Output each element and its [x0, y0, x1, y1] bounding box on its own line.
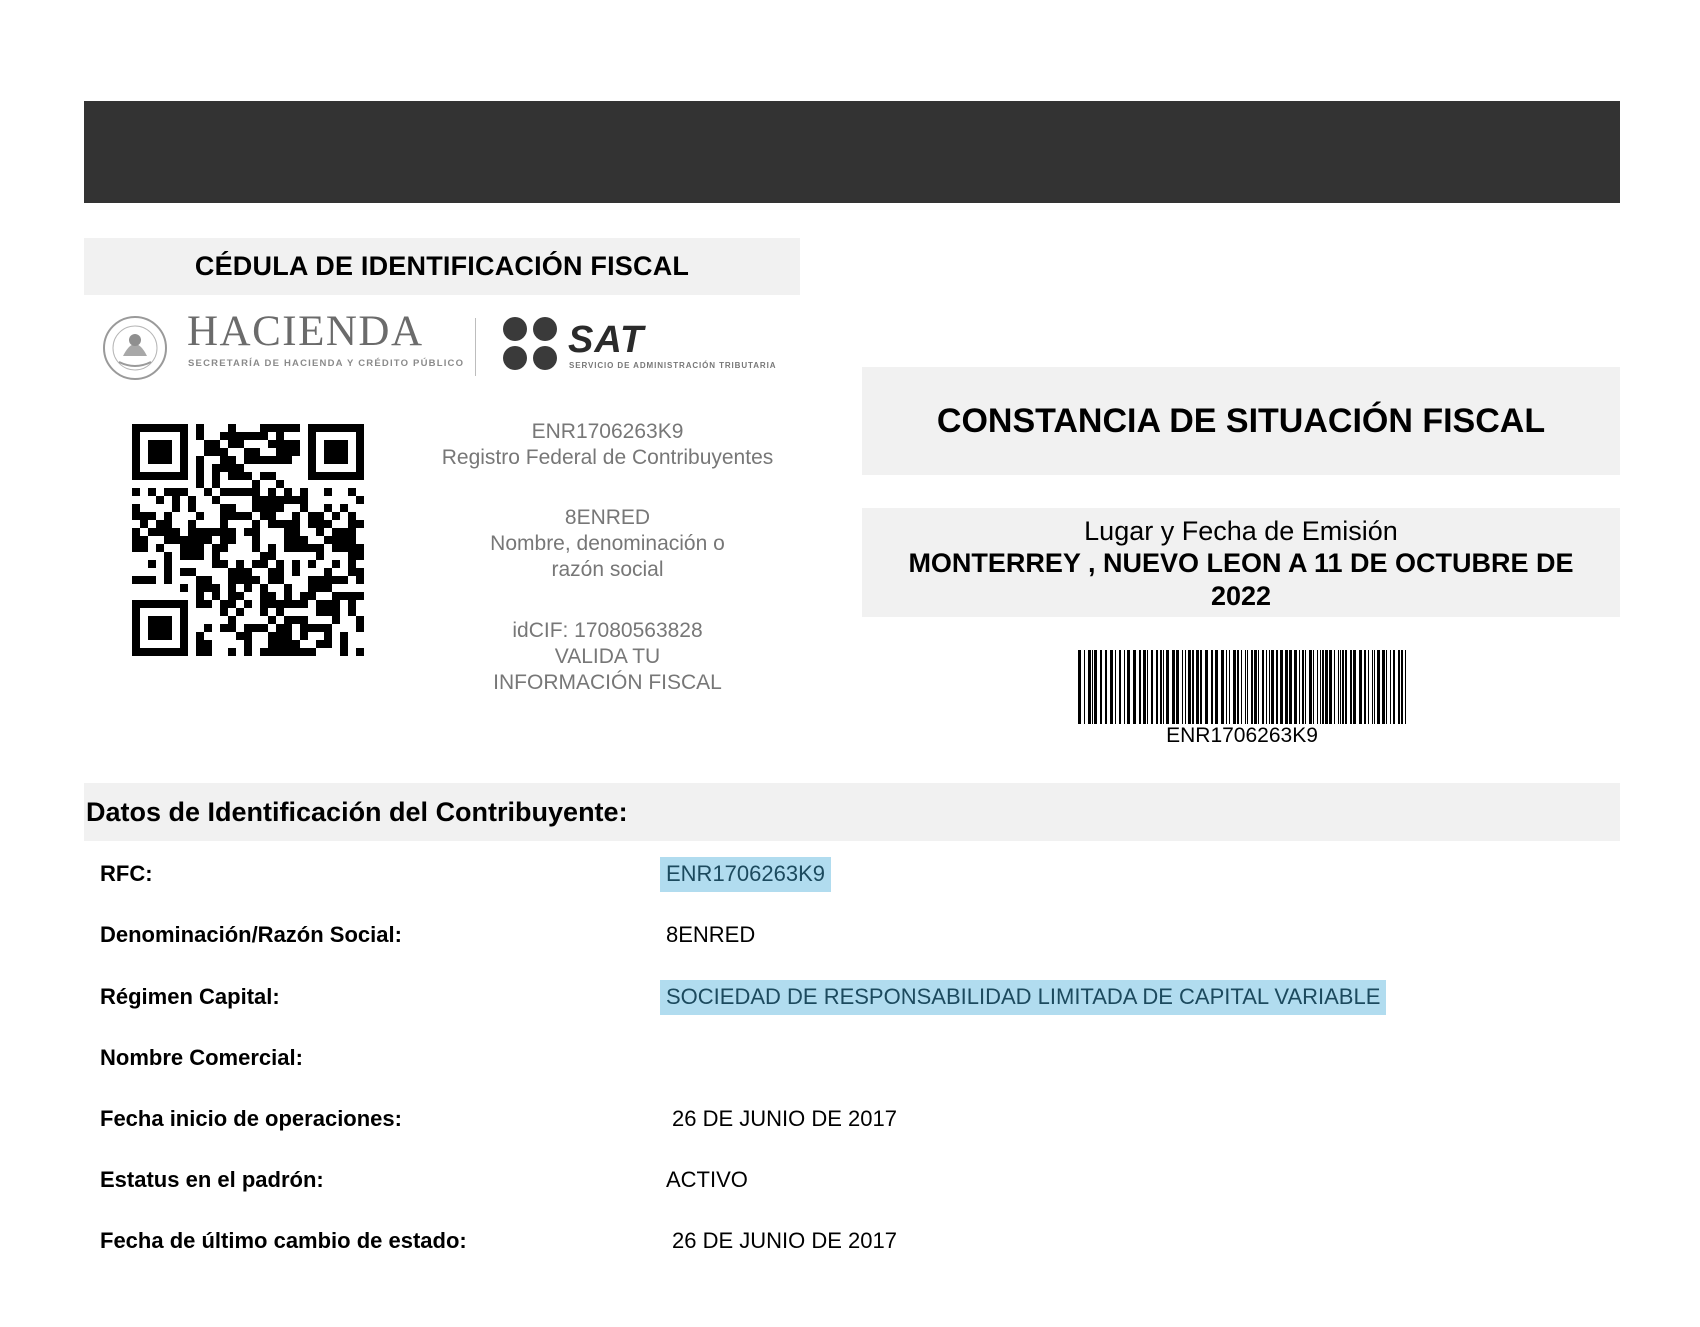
logo-divider — [475, 318, 476, 376]
rfc-value-field[interactable]: ENR1706263K9 — [660, 857, 831, 892]
row-fecha-cambio — [100, 1224, 1600, 1260]
fecha-inicio-label: Fecha inicio de operaciones: — [100, 1106, 402, 1131]
name-block — [420, 505, 795, 583]
header-bar — [84, 101, 1620, 203]
emission-panel — [862, 508, 1620, 617]
qr-code — [132, 423, 364, 657]
idcif-value: idCIF: 17080563828 — [512, 619, 703, 642]
barcode — [1078, 650, 1406, 724]
rfc-label: RFC: — [100, 861, 153, 886]
hacienda-logo-subtitle: SECRETARÍA DE HACIENDA Y CRÉDITO PÚBLICO — [188, 358, 465, 369]
validate-link[interactable]: VALIDA TU INFORMACIÓN FISCAL — [493, 645, 722, 694]
rfc-caption: Registro Federal de Contribuyentes — [441, 446, 774, 469]
constancia-title: CONSTANCIA DE SITUACIÓN FISCAL — [862, 367, 1620, 475]
regimen-capital-value[interactable]: SOCIEDAD DE RESPONSABILIDAD LIMITADA DE CAPITAL VARIABLE — [660, 980, 1386, 1015]
fecha-inicio-value: 26 DE JUNIO DE 2017 — [672, 1106, 897, 1131]
cedula-title: CÉDULA DE IDENTIFICACIÓN FISCAL — [84, 238, 800, 295]
idcif-block — [420, 618, 795, 696]
razon-social-value: 8ENRED — [666, 922, 756, 947]
razon-social-label: Denominación/Razón Social: — [100, 922, 402, 947]
regimen-capital-label: Régimen Capital: — [100, 984, 280, 1009]
nombre-comercial-label: Nombre Comercial: — [100, 1045, 303, 1070]
estatus-label: Estatus en el padrón: — [100, 1167, 324, 1192]
barcode-text: ENR1706263K9 — [1166, 724, 1318, 747]
sat-logo-subtitle: SERVICIO DE ADMINISTRACIÓN TRIBUTARIA — [569, 361, 777, 370]
nombre-comercial-value — [660, 1041, 672, 1050]
row-razon-social — [100, 918, 1600, 954]
rfc-value: ENR1706263K9 — [531, 420, 684, 443]
emission-value: MONTERREY , NUEVO LEON A 11 DE OCTUBRE DE 2022 — [908, 548, 1574, 611]
rfc-block — [420, 419, 795, 471]
row-nombre-comercial — [100, 1041, 1600, 1077]
estatus-value: ACTIVO — [666, 1167, 748, 1192]
hacienda-logo-word: HACIENDA — [187, 308, 424, 355]
datos-header: Datos de Identificación del Contribuyente: — [84, 783, 1620, 841]
name-caption: Nombre, denominación o razón social — [490, 532, 725, 581]
government-logos — [95, 310, 795, 382]
row-rfc — [100, 857, 1600, 893]
emission-label: Lugar y Fecha de Emisión — [1084, 516, 1398, 546]
sat-logo-word: SAT — [568, 319, 645, 361]
row-estatus — [100, 1163, 1600, 1199]
sat-logo-icon — [501, 316, 561, 372]
fecha-cambio-label: Fecha de último cambio de estado: — [100, 1228, 467, 1253]
coat-of-arms-icon — [95, 312, 177, 382]
row-fecha-inicio — [100, 1102, 1600, 1138]
fecha-cambio-value: 26 DE JUNIO DE 2017 — [672, 1228, 897, 1253]
row-regimen-capital — [100, 980, 1600, 1016]
name-value: 8ENRED — [564, 506, 651, 529]
